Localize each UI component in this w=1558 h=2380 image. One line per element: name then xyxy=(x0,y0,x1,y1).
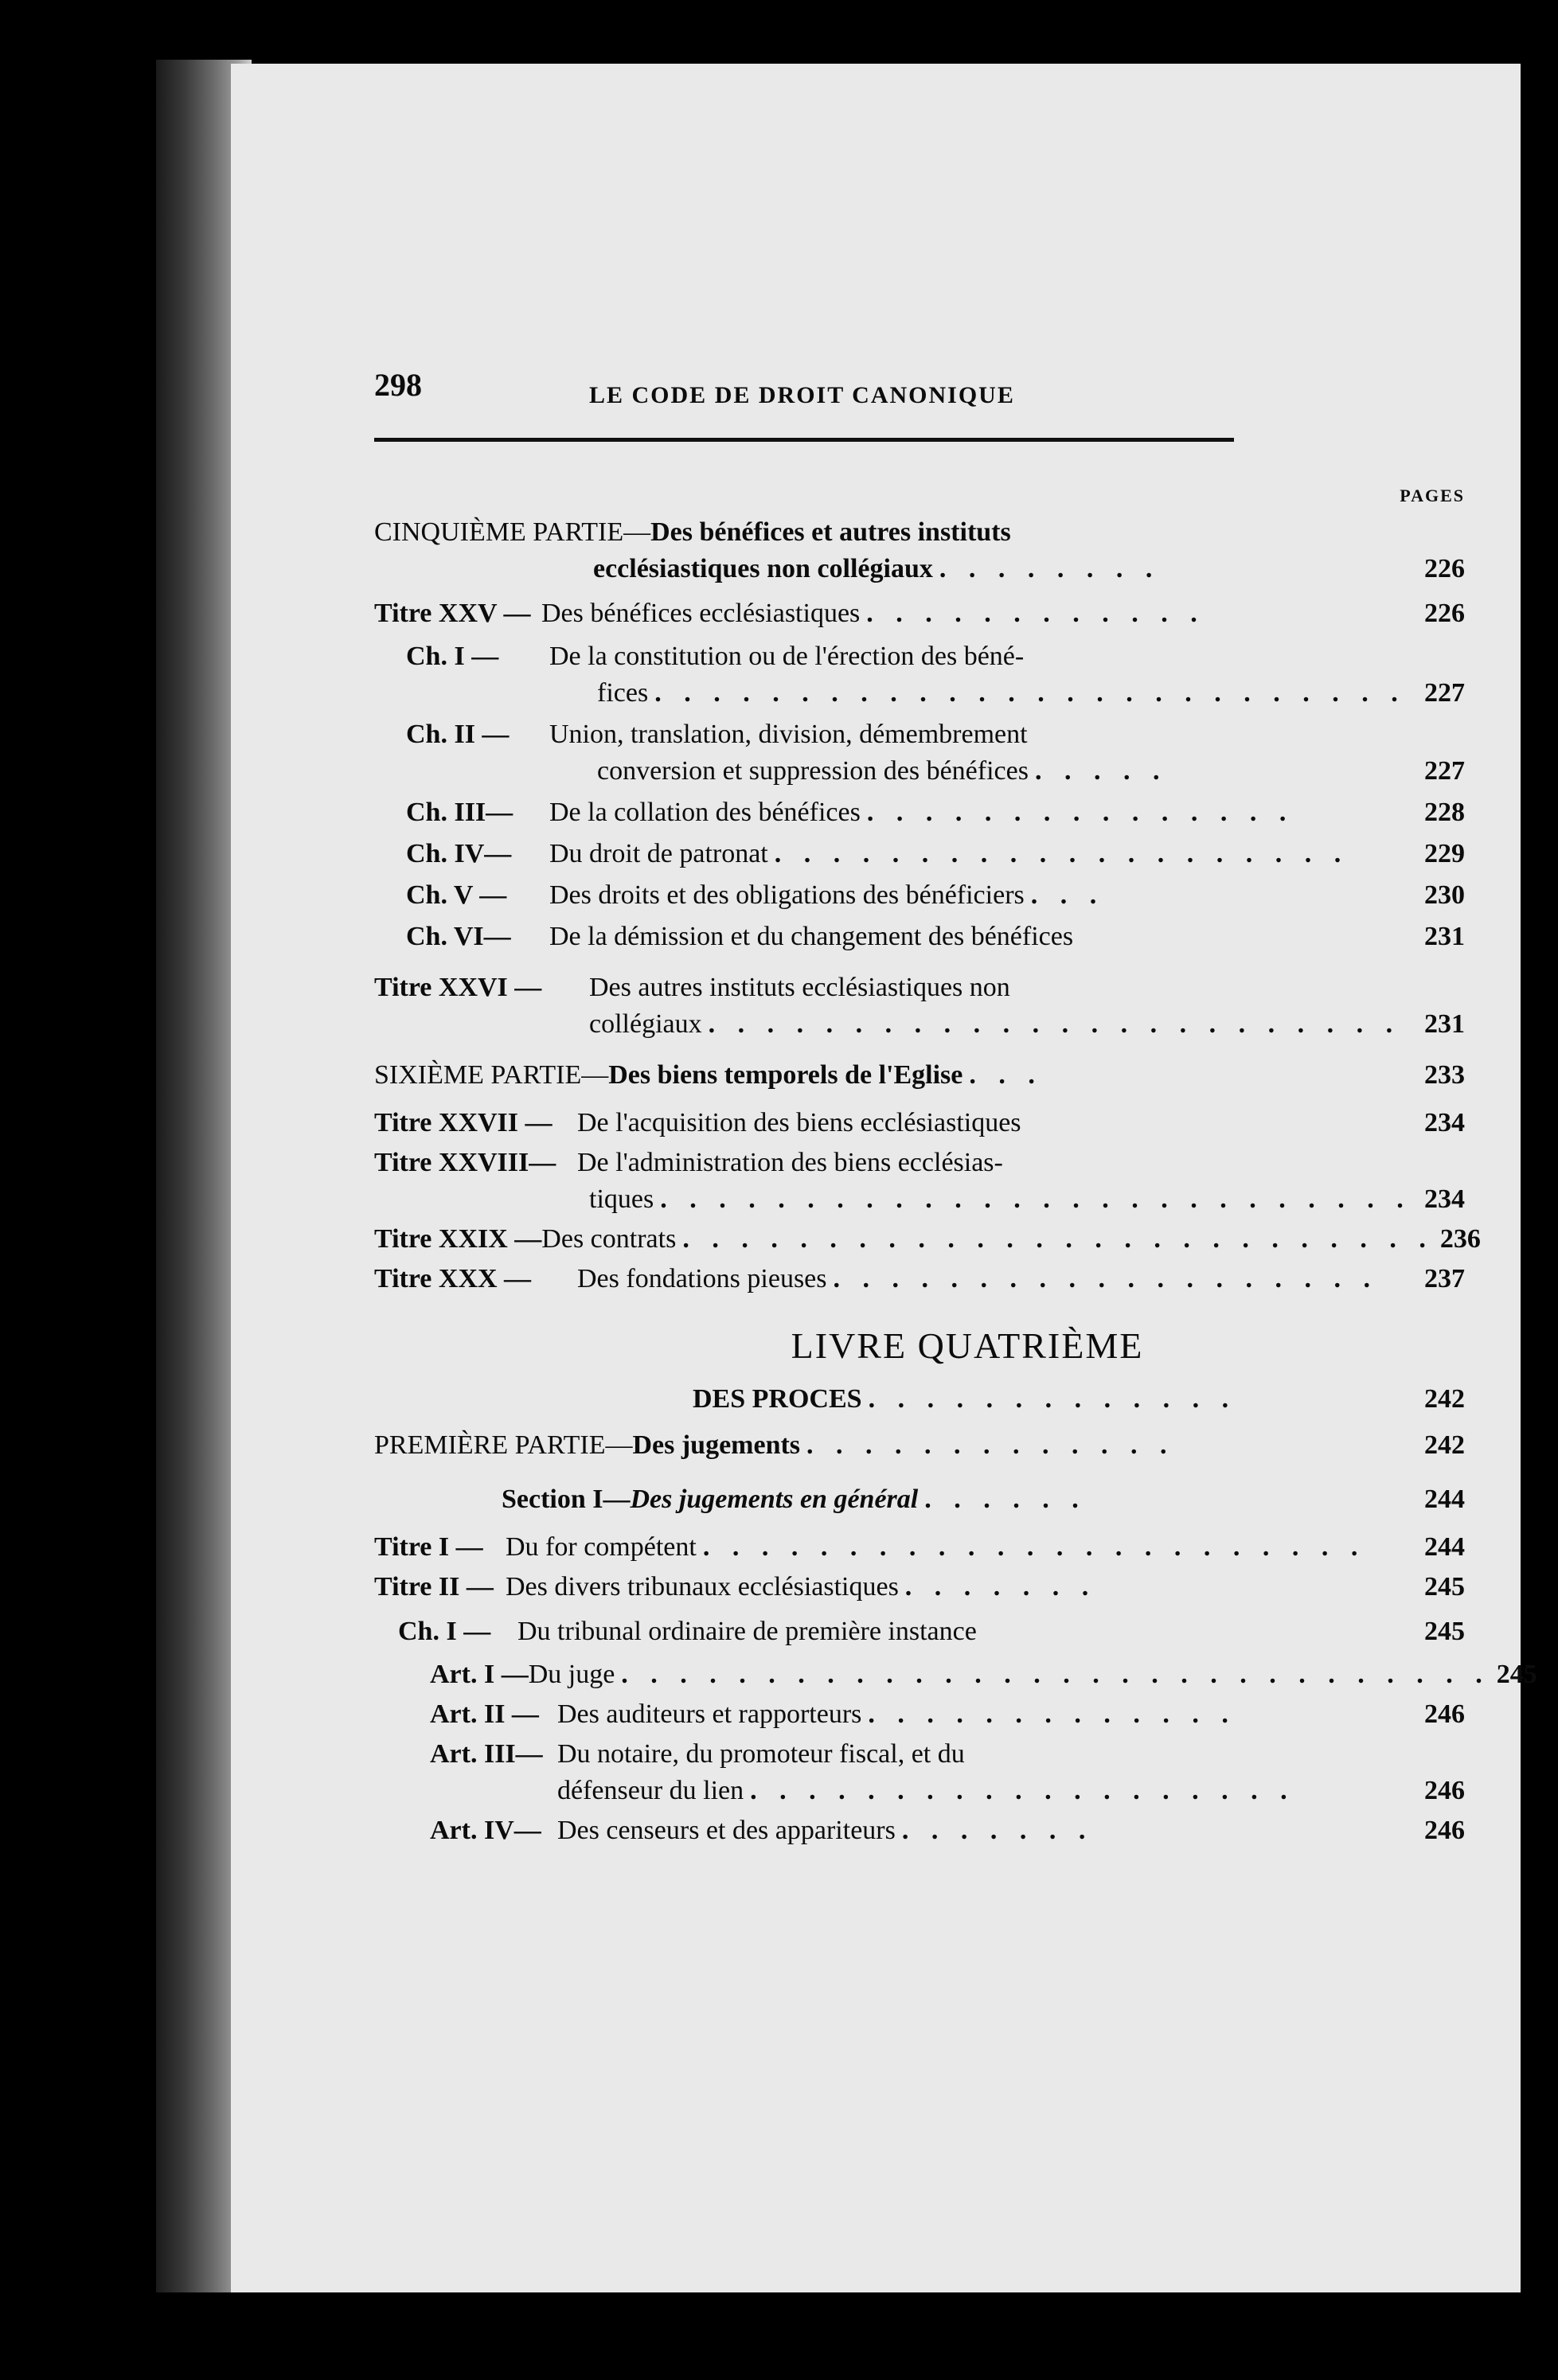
toc-entry-ch-i: Ch. I — De la constitution ou de l'érection des béné- xyxy=(406,642,1025,671)
page-ref: 245 xyxy=(1424,1617,1465,1646)
leader-dots: . . . . . . xyxy=(924,1485,1087,1514)
toc-entry-ch-vi: Ch. VI— De la démission et du changement des bénéfices 231 xyxy=(374,919,1465,955)
toc-entry-titre-xxv: Titre XXV — Des bénéfices ecclésiastiques . . . . . . . . . . . . 226 xyxy=(374,595,1465,632)
page-ref: 246 xyxy=(1424,1699,1465,1729)
running-title: LE CODE DE DROIT CANONIQUE xyxy=(589,382,1015,408)
page-ref: 236 xyxy=(1439,1224,1481,1254)
leader-dots: . . . . . . . . . . . . xyxy=(866,599,1205,628)
page-ref: 229 xyxy=(1424,839,1465,868)
leader-dots: . . . . . . . . . . . . . . . . . . . xyxy=(833,1264,1379,1293)
toc-entry-des-proces: DES PROCES . . . . . . . . . . . . . 242 xyxy=(374,1381,1465,1418)
leader-dots: . . . . . . . . . . . . . . . . . . . . . . . . . . xyxy=(682,1224,1434,1254)
leader-dots: . . . xyxy=(1030,880,1105,910)
page-ref: 244 xyxy=(1424,1532,1465,1562)
book-heading: LIVRE QUATRIÈME xyxy=(791,1325,1144,1366)
leader-dots: . . . . . . . . . . . . . . . . . . . xyxy=(750,1776,1295,1805)
page-ref: 230 xyxy=(1424,880,1465,910)
leader-dots: . . . . . . . . . . . . . . . . . . . . . . . . . . xyxy=(660,1184,1412,1214)
leader-dots: . . . . . . . xyxy=(901,1816,1094,1845)
toc-entry-ch-iv: Ch. IV— Du droit de patronat . . . . . . . . . . . . . . . . . . . . 229 xyxy=(374,836,1465,872)
table-of-contents: CINQUIÈME PARTIE— Des bénéfices et autres instituts ecclésiastiques non collégiaux . . . . . . . . 226 Titre XXV — Des bénéfices ecclésiastiques . . . . . . . . . . . . 226 Ch. I — De la constitution ou de l'érection des béné- fices . . . . . . . . . . . . . . . . . . . . . . . . . . 227 Ch. II — Union, translation, division, démembrement conversion et suppression des bénéfices . . . . . 227 Ch. III— De la collation des bénéfices . . . . . . . . . . . . . . . 228 Ch. IV— Du droit de patronat . . . . . . . . . . . . . . . . . . . . 229 Ch. V — Des droits et des obligations des bénéficiers . . . 230 Ch. VI— De la démission et du changement des bénéfices 231 Titre XXVI — Des autres instituts ecclésiastiques non collégiaux . . . . . . . . . . . . . . . . . . . . . . . . 231 SIXIÈME PARTIE— Des biens temporels de l'Eglise . . . 233 Titre XXVII — De l'acquisition des biens ecclésiastiques 234 Titre XXVIII— De l'administration des biens ecclésias- tiques . . . . . . . . . . . . . . . . . . . . . . . . . . 234 Titre XXIX — Des contrats . . . . . . . . . . . . . . . . . . . . . . . . . . 236 Titre XXX — Des fondations pieuses . . . . . . . . . . . . . . . . . . . 237 LIVRE QUATRIÈME DES PROCES . . . . . . . . . . . . . 242 PREMIÈRE PARTIE— Des jugements . . . . . . . . . . . . . 242 Section I— Des jugements en général . . . . . . 244 Titre I — Du for compétent . . . . . . . . . . . . . . . . . . . . . . . 244 Titre II — Des divers tribunaux ecclésiastiques . . . . . . . 245 Ch. I — Du tribunal ordinaire de première instance 245 Art. I — Du juge . . . . . . . . . . . . . . . . . . . . . . . . . . . . . . 245 Art. II — Des auditeurs et rapporteurs . . . . . . . . . . . . . 246 Art. III— Du notaire, du promoteur fiscal, et du défenseur du lien . . . . . . . . . . . . . . . . . . . 246 Art. IV— Des censeurs et des appariteurs . . . . . . . 246 xyxy=(374,509,1465,1849)
toc-entry-ch-v: Ch. V — Des droits et des obligations des bénéficiers . . . 230 xyxy=(374,877,1465,914)
page-ref: 227 xyxy=(1424,678,1465,708)
toc-entry-ch-ii: Ch. II — Union, translation, division, démembrement xyxy=(406,720,1028,749)
header-rule xyxy=(374,438,1234,442)
toc-entry-titre-ii: Titre II — Des divers tribunaux ecclésiastiques . . . . . . . 245 xyxy=(374,1569,1465,1606)
leader-dots: . . . . . . . . . . . . . xyxy=(868,1699,1236,1729)
page-ref: 245 xyxy=(1496,1660,1537,1689)
page-ref: 234 xyxy=(1424,1184,1465,1214)
toc-entry-art-ii: Art. II — Des auditeurs et rapporteurs . . . . . . . . . . . . . 246 xyxy=(374,1696,1465,1733)
toc-entry-ch-i-tribunal: Ch. I — Du tribunal ordinaire de première instance 245 xyxy=(374,1613,1465,1650)
toc-entry-art-iii: Art. III— Du notaire, du promoteur fiscal, et du xyxy=(430,1739,965,1769)
leader-dots: . . . . . . . . . . . . . . . . . . . . . . . xyxy=(702,1532,1366,1562)
toc-entry-ch-iii: Ch. III— De la collation des bénéfices . . . . . . . . . . . . . . . 228 xyxy=(374,794,1465,831)
toc-entry-art-iv: Art. IV— Des censeurs et des appariteurs . . . . . . . 246 xyxy=(374,1812,1465,1849)
page-ref: 245 xyxy=(1424,1572,1465,1602)
toc-entry-sixieme-partie: SIXIÈME PARTIE— Des biens temporels de l'Eglise . . . 233 xyxy=(374,1057,1465,1094)
leader-dots: . . . . . . . . . . . . . xyxy=(806,1430,1175,1460)
toc-entry-titre-xxviii: Titre XXVIII— De l'administration des biens ecclésias- xyxy=(374,1148,1003,1177)
page-content xyxy=(374,366,1537,1845)
page-ref: 226 xyxy=(1424,554,1465,583)
toc-entry-titre-xxix: Titre XXIX — Des contrats . . . . . . . . . . . . . . . . . . . . . . . . . . 236 xyxy=(374,1221,1465,1258)
leader-dots: . . . . . . . . . . . . . . . . . . . . . . . . . . xyxy=(654,678,1406,708)
toc-entry-titre-i: Titre I — Du for compétent . . . . . . . . . . . . . . . . . . . . . . . 244 xyxy=(374,1529,1465,1566)
page-ref: 242 xyxy=(1424,1384,1465,1414)
toc-entry-titre-xxvi: Titre XXVI — Des autres instituts ecclésiastiques non xyxy=(374,973,1010,1002)
page-ref: 231 xyxy=(1424,1009,1465,1039)
page-number: 298 xyxy=(374,367,422,403)
page-header xyxy=(374,366,1465,438)
leader-dots: . . . . . . . . . . . . . . . . . . . . . . . . . . . . . . xyxy=(621,1660,1490,1689)
pages-column-label: PAGES xyxy=(1400,486,1465,505)
page-ref: 242 xyxy=(1424,1430,1465,1460)
page-ref: 234 xyxy=(1424,1108,1465,1137)
leader-dots: . . . xyxy=(969,1060,1043,1090)
toc-entry-section-i: Section I— Des jugements en général . . . . . . 244 xyxy=(374,1481,1465,1518)
page-ref: 244 xyxy=(1424,1485,1465,1514)
toc-entry-titre-xxvii: Titre XXVII — De l'acquisition des biens ecclésiastiques 234 xyxy=(374,1105,1465,1141)
page-ref: 226 xyxy=(1424,599,1465,628)
leader-dots: . . . . . . . . . . . . . . . . . . . . . . . . xyxy=(708,1009,1401,1039)
toc-entry-premiere-partie: PREMIÈRE PARTIE— Des jugements . . . . . . . . . . . . . 242 xyxy=(374,1427,1465,1464)
toc-entry-titre-xxx: Titre XXX — Des fondations pieuses . . . . . . . . . . . . . . . . . . . 237 xyxy=(374,1261,1465,1297)
page-ref: 228 xyxy=(1424,798,1465,827)
leader-dots: . . . . . . . . . . . . . . . xyxy=(866,798,1294,827)
toc-entry-art-i: Art. I — Du juge . . . . . . . . . . . . . . . . . . . . . . . . . . . . . . 245 xyxy=(374,1656,1465,1693)
page-ref: 246 xyxy=(1424,1776,1465,1805)
leader-dots: . . . . . . . xyxy=(904,1572,1097,1602)
page-ref: 233 xyxy=(1424,1060,1465,1090)
leader-dots: . . . . . . . . . . . . . xyxy=(868,1384,1237,1414)
page-ref: 246 xyxy=(1424,1816,1465,1845)
leader-dots: . . . . . . . . . . . . . . . . . . . . xyxy=(774,839,1349,868)
page-ref: 237 xyxy=(1424,1264,1465,1293)
leader-dots: . . . . . xyxy=(1034,756,1168,786)
page-ref: 227 xyxy=(1424,756,1465,786)
page-ref: 231 xyxy=(1424,922,1465,951)
toc-entry-cinquieme-partie: CINQUIÈME PARTIE— Des bénéfices et autres instituts xyxy=(374,517,1011,547)
leader-dots: . . . . . . . . xyxy=(939,554,1161,583)
